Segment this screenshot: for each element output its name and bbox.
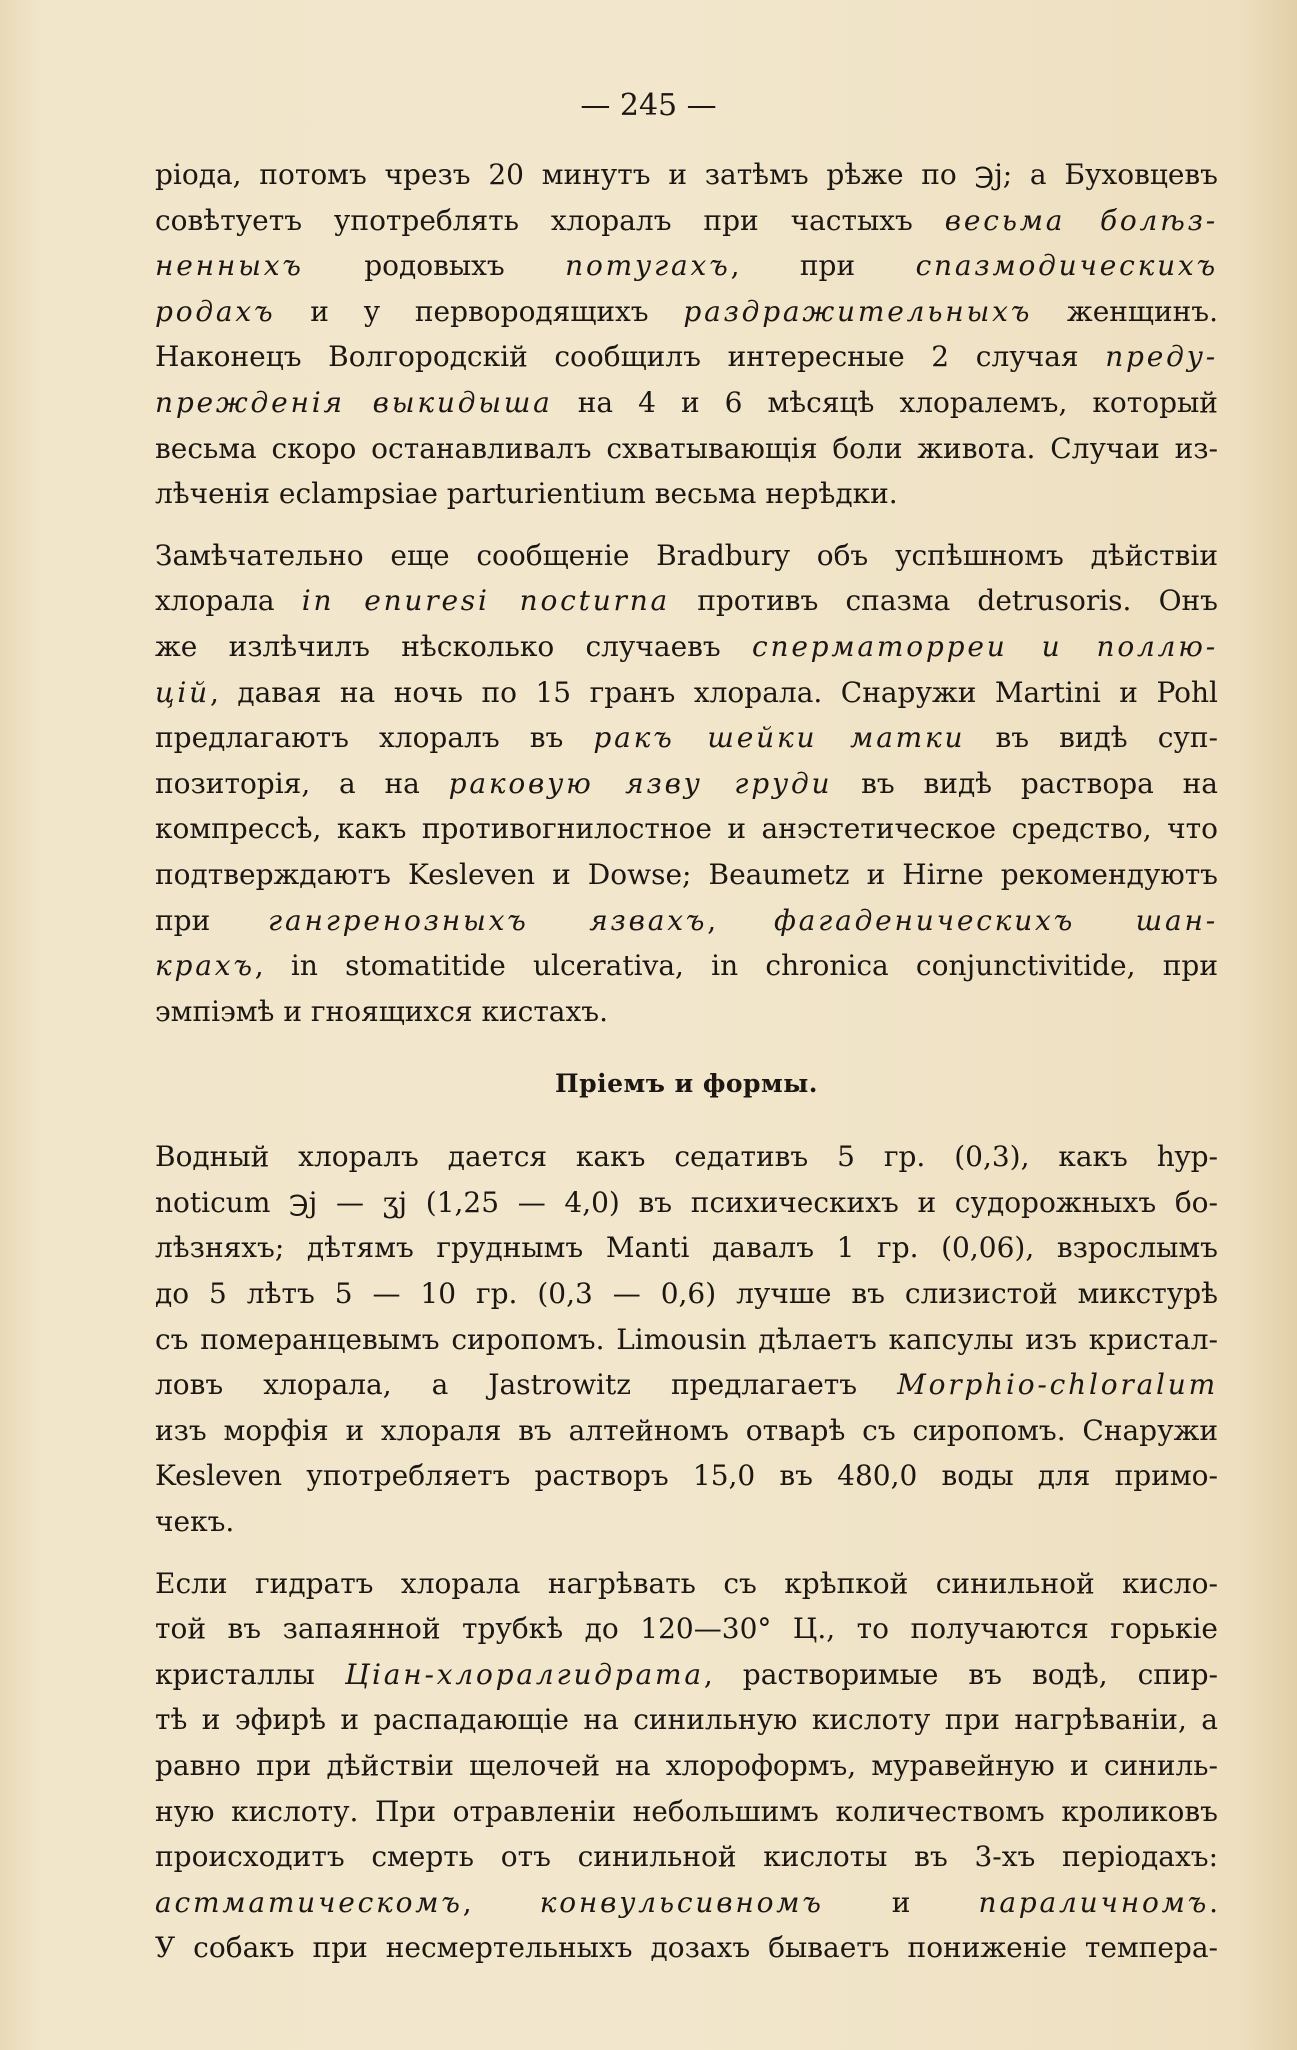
text-line: лѣченія eclampsiae parturientium весьма нерѣдки. <box>155 477 898 511</box>
text-line: происходитъ смерть отъ синильной кислоты въ 3-хъ періодахъ: <box>155 1840 1218 1874</box>
text-line: цій, давая на ночь по 15 гранъ хлорала. Снаружи Martini и Pohl <box>155 675 1218 709</box>
text-line: лѣзняхъ; дѣтямъ груднымъ Manti давалъ 1 гр. (0,06), взрослымъ <box>155 1231 1218 1265</box>
text-line: У собакъ при несмертельныхъ дозахъ бываетъ пониженіе темпера- <box>155 1931 1218 1965</box>
text-line: предлагаютъ хлоралъ въ ракъ шейки матки въ видѣ суп- <box>155 721 1218 755</box>
emphasized-text: конвульсивномъ <box>539 1885 824 1919</box>
text-line: же излѣчилъ нѣсколько случаевъ сперматорреи и поллю- <box>155 629 1218 663</box>
text-line: съ померанцевымъ сиропомъ. Limousin дѣлаетъ капсулы изъ кристал- <box>155 1322 1218 1356</box>
emphasized-text: Morphio-chloralum <box>897 1368 1218 1402</box>
emphasized-text: цій <box>155 675 210 709</box>
page-number: — 245 — <box>580 88 717 123</box>
emphasized-text: сперматорреи и поллю- <box>752 629 1218 663</box>
emphasized-text: преду- <box>1105 340 1218 374</box>
text-line: той въ запаянной трубкѣ до 120—30° Ц., то получаются горькіе <box>155 1612 1218 1646</box>
text-line: Kesleven употребляетъ растворъ 15,0 въ 480,0 воды для примо- <box>155 1459 1218 1493</box>
text-line: эмпіэмѣ и гноящихся кистахъ. <box>155 994 609 1028</box>
text-line: Замѣчательно еще сообщеніе Bradbury объ успѣшномъ дѣйствіи <box>155 538 1218 572</box>
emphasized-text: потугахъ <box>565 249 731 283</box>
text-line: подтверждаютъ Kesleven и Dowse; Beaumetz и Hirne рекомендуютъ <box>155 857 1218 891</box>
text-line: компрессѣ, какъ противогнилостное и анэстетическое средство, что <box>155 812 1218 846</box>
text-line: весьма скоро останавливалъ схватывающія боли живота. Случаи из- <box>155 431 1218 465</box>
text-line: прежденія выкидыша на 4 и 6 мѣсяцѣ хлоралемъ, который <box>155 385 1218 419</box>
text-line: изъ морфія и хлораля въ алтейномъ отварѣ съ сиропомъ. Снаружи <box>155 1413 1218 1447</box>
emphasized-text: астматическомъ <box>155 1885 463 1919</box>
body-text <box>155 152 1218 1971</box>
text-line: Наконецъ Волгородскій сообщилъ интересные 2 случая преду- <box>155 340 1218 374</box>
text-line: Если гидратъ хлорала нагрѣвать съ крѣпкой синильной кисло- <box>155 1566 1218 1600</box>
emphasized-text: параличномъ <box>978 1885 1210 1919</box>
text-line: ловъ хлорала, а Jastrowitz предлагаетъ Morphio-chloralum <box>155 1368 1218 1402</box>
text-line: noticum ℈j — ʒj (1,25 — 4,0) въ психическихъ и судорожныхъ бо- <box>155 1185 1218 1219</box>
section-heading: Пріемъ и формы. <box>554 1069 819 1099</box>
text-line: кристаллы Ціан-хлоралгидрата, растворимые въ водѣ, спир- <box>155 1657 1219 1691</box>
emphasized-text: крахъ <box>155 949 255 983</box>
emphasized-text: раздражительныхъ <box>683 294 1033 328</box>
emphasized-text: весьма болѣз- <box>944 203 1218 237</box>
emphasized-text: прежденія выкидыша <box>155 385 553 419</box>
text-line: тѣ и эфирѣ и распадающіе на синильную кислоту при нагрѣваніи, а <box>155 1703 1218 1737</box>
emphasized-text: in enuresi nocturna <box>301 584 671 618</box>
emphasized-text: фагаденическихъ шан- <box>773 903 1218 937</box>
text-line: при гангренозныхъ язвахъ, фагаденическихъ шан- <box>155 903 1218 937</box>
text-line: ненныхъ родовыхъ потугахъ, при спазмодическихъ <box>155 249 1218 283</box>
emphasized-text: Ціан-хлоралгидрата <box>344 1657 704 1691</box>
text-line: до 5 лѣтъ 5 — 10 гр. (0,3 — 0,6) лучше въ слизистой микстурѣ <box>155 1277 1218 1311</box>
text-line: позиторія, а на раковую язву груди въ видѣ раствора на <box>155 766 1218 800</box>
text-line: равно при дѣйствіи щелочей на хлороформъ, муравейную и синиль- <box>155 1749 1218 1782</box>
text-line: астматическомъ, конвульсивномъ и параличномъ. <box>155 1885 1218 1919</box>
emphasized-text: спазмодическихъ <box>915 249 1218 283</box>
text-line: совѣтуетъ употреблять хлоралъ при частыхъ весьма болѣз- <box>155 203 1218 237</box>
text-line: ную кислоту. При отравленіи небольшимъ количествомъ кроликовъ <box>155 1794 1218 1828</box>
emphasized-text: ракъ шейки матки <box>593 721 966 755</box>
text-line: родахъ и у первородящихъ раздражительныхъ женщинъ. <box>155 294 1218 328</box>
text-line: хлорала in enuresi nocturna противъ спазма detrusoris. Онъ <box>155 584 1218 618</box>
emphasized-text: гангренозныхъ язвахъ <box>268 903 708 937</box>
emphasized-text: родахъ <box>155 294 276 328</box>
emphasized-text: раковую язву груди <box>448 766 833 800</box>
text-line: Водный хлоралъ дается какъ седативъ 5 гр. (0,3), какъ hyp- <box>155 1140 1218 1174</box>
emphasized-text: ненныхъ <box>155 249 304 283</box>
text-line: крахъ, in stomatitide ulcerativa, in chronica conjunctivitide, при <box>155 949 1218 983</box>
text-line: ріода, потомъ чрезъ 20 минутъ и затѣмъ рѣже по ℈j; а Буховцевъ <box>155 158 1218 191</box>
text-line: чекъ. <box>155 1505 235 1539</box>
